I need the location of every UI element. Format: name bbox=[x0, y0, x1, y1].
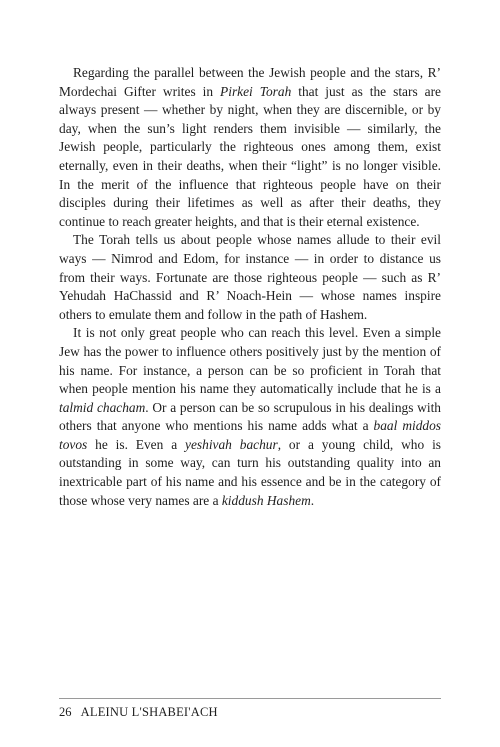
paragraph-1 bbox=[59, 64, 441, 231]
text-run: he is. Even a bbox=[87, 436, 186, 452]
paragraph-2 bbox=[59, 231, 441, 324]
italic-term: talmid chacham bbox=[59, 399, 146, 415]
italic-term: baal middos tovos bbox=[59, 418, 442, 452]
body-text bbox=[59, 64, 441, 510]
italic-term: kiddush Hashem bbox=[221, 492, 311, 508]
page-footer bbox=[59, 704, 218, 720]
text-run: that just as the stars are always present — whether by night, when they are discernible, or by day, when the sun’s light renders them invisible — similarly, the Jewish people, particularly the righteous ones among them, exist eternally, even in their deaths, when their “light” is no longer visible. In the merit of the influence that righteous people have on their disciples during their lifetimes as well as after their deaths, they continue to reach greater heights, and that is their eternal existence. bbox=[59, 83, 441, 229]
text-run: The Torah tells us about people whose names allude to their evil ways — Nimrod and Edom, for instance — in order to distance us from their ways. Fortunate are those righteous people — such as R’ Yehudah HaChassid and R’ Noach-Hein — whose names inspire others to emulate them and follow in the path of Hashem. bbox=[59, 232, 441, 322]
text-run: . Or a person can be so scrupulous in his dealings with others that anyone who mentions his name adds what a bbox=[59, 399, 441, 434]
italic-term: yeshivah bachur bbox=[185, 436, 278, 452]
running-head: ALEINU L'SHABEI'ACH bbox=[80, 705, 218, 719]
text-run: , or a young child, who is outstanding in some way, can turn his outstanding quality into an inextricable part of his name and his essence and be in the category of those whose very names are a bbox=[59, 436, 441, 508]
italic-term: Pirkei Torah bbox=[220, 83, 292, 99]
footer-rule bbox=[59, 698, 441, 699]
text-run: . bbox=[310, 492, 315, 508]
page-number: 26 bbox=[59, 705, 72, 719]
text-run: It is not only great people who can reach this level. Even a simple Jew has the power to influence others positively just by the mention of his name. For instance, a person can be so proficient in Torah that when people mention his name they automatically include that he is a bbox=[59, 325, 441, 397]
text-run: Regarding the parallel between the Jewish people and the stars, R’ Mordechai Gifter writes in bbox=[59, 65, 441, 99]
paragraph-3 bbox=[59, 324, 441, 510]
